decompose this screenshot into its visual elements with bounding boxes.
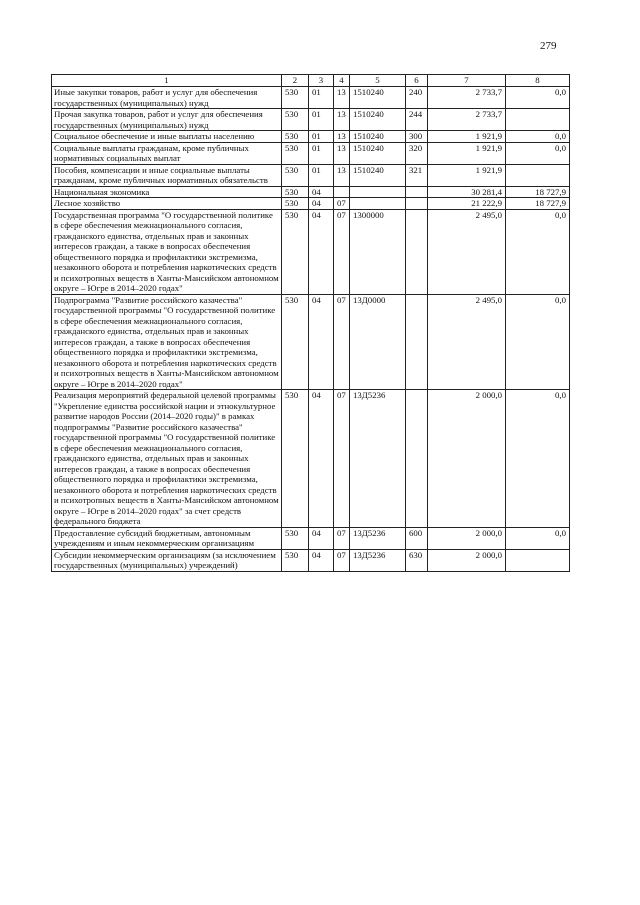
row-name: Подпрограмма "Развитие российского казачества" государственной программы "О государственной политике в сфере обеспечения межнационального согласия, гражданского единства, отдельных прав и законных интересов граждан, а также в вопросах обеспечения общественного порядка и профилактики экстремизма, незаконного оборота и потребления наркотических средств и психотропных веществ в Ханты-Мансийском автономном округе – Югре в 2014–2020 годах" (52, 294, 282, 390)
cell-amount: 2 733,7 (428, 87, 506, 109)
table-header-row (52, 75, 570, 87)
table-row (52, 390, 570, 528)
cell-ministry: 530 (282, 527, 309, 549)
cell-ministry: 530 (282, 164, 309, 186)
cell-amount: 2 495,0 (428, 294, 506, 390)
cell-ministry: 530 (282, 198, 309, 210)
column-header: 8 (506, 75, 570, 87)
cell-ministry: 530 (282, 142, 309, 164)
cell-section: 04 (309, 209, 334, 294)
cell-amount-federal: 18 727,9 (506, 198, 570, 210)
table-row (52, 198, 570, 210)
column-header: 6 (406, 75, 428, 87)
table-row (52, 109, 570, 131)
row-name: Субсидии некоммерческим организациям (за исключением государственных (муниципальных) учреждений) (52, 549, 282, 571)
row-name: Социальное обеспечение и иные выплаты населению (52, 131, 282, 143)
cell-target-article: 13Д0000 (350, 294, 406, 390)
page-number: 279 (540, 40, 557, 52)
budget-table (51, 74, 570, 572)
cell-subsection: 13 (334, 109, 350, 131)
cell-target-article (350, 186, 406, 198)
cell-expense-type: 320 (406, 142, 428, 164)
table-row (52, 142, 570, 164)
cell-expense-type: 630 (406, 549, 428, 571)
cell-amount: 2 495,0 (428, 209, 506, 294)
cell-expense-type: 240 (406, 87, 428, 109)
cell-section: 01 (309, 142, 334, 164)
cell-amount-federal: 0,0 (506, 142, 570, 164)
column-header: 7 (428, 75, 506, 87)
cell-ministry: 530 (282, 209, 309, 294)
cell-expense-type: 244 (406, 109, 428, 131)
cell-target-article (350, 198, 406, 210)
row-name: Иные закупки товаров, работ и услуг для обеспечения государственных (муниципальных) нужд (52, 87, 282, 109)
cell-amount-federal (506, 109, 570, 131)
cell-section: 04 (309, 186, 334, 198)
cell-section: 04 (309, 527, 334, 549)
cell-amount: 30 281,4 (428, 186, 506, 198)
cell-target-article: 1300000 (350, 209, 406, 294)
row-name: Национальная экономика (52, 186, 282, 198)
cell-amount: 1 921,9 (428, 131, 506, 143)
cell-expense-type: 300 (406, 131, 428, 143)
cell-amount: 1 921,9 (428, 164, 506, 186)
table-row (52, 131, 570, 143)
cell-amount-federal (506, 549, 570, 571)
cell-section: 01 (309, 87, 334, 109)
cell-amount-federal: 0,0 (506, 131, 570, 143)
cell-ministry: 530 (282, 294, 309, 390)
cell-expense-type (406, 294, 428, 390)
cell-target-article: 1510240 (350, 87, 406, 109)
cell-ministry: 530 (282, 87, 309, 109)
cell-subsection: 07 (334, 294, 350, 390)
cell-section: 01 (309, 109, 334, 131)
cell-expense-type: 600 (406, 527, 428, 549)
cell-target-article: 1510240 (350, 131, 406, 143)
cell-amount: 2 000,0 (428, 390, 506, 528)
cell-section: 04 (309, 390, 334, 528)
cell-subsection: 07 (334, 198, 350, 210)
cell-amount: 21 222,9 (428, 198, 506, 210)
cell-amount: 2 000,0 (428, 549, 506, 571)
cell-section: 04 (309, 198, 334, 210)
cell-subsection: 07 (334, 527, 350, 549)
cell-target-article: 1510240 (350, 164, 406, 186)
table-row (52, 549, 570, 571)
column-header: 4 (334, 75, 350, 87)
row-name: Реализация мероприятий федеральной целевой программы "Укрепление единства российской нации и этнокультурное развитие народов России (2014–2020 годы)" в рамках подпрограммы "Развитие российского казачества" государственной программы "О государственной политике в сфере обеспечения межнационального согласия, гражданского единства, отдельных прав и законных интересов граждан, а также в вопросах обеспечения общественного порядка и профилактики экстремизма, незаконного оборота и потребления наркотических средств и психотропных веществ в Ханты-Мансийском автономном округе – Югре в 2014–2020 годах" за счет средств федерального бюджета (52, 390, 282, 528)
row-name: Социальные выплаты гражданам, кроме публичных нормативных социальных выплат (52, 142, 282, 164)
table-row (52, 294, 570, 390)
row-name: Предоставление субсидий бюджетным, автономным учреждениям и иным некоммерческим организациям (52, 527, 282, 549)
cell-subsection (334, 186, 350, 198)
cell-target-article: 1510240 (350, 109, 406, 131)
cell-ministry: 530 (282, 109, 309, 131)
cell-subsection: 07 (334, 209, 350, 294)
cell-subsection: 13 (334, 87, 350, 109)
cell-ministry: 530 (282, 549, 309, 571)
table-row (52, 87, 570, 109)
cell-ministry: 530 (282, 186, 309, 198)
cell-target-article: 13Д5236 (350, 549, 406, 571)
cell-amount-federal: 0,0 (506, 527, 570, 549)
cell-amount: 1 921,9 (428, 142, 506, 164)
cell-amount-federal: 0,0 (506, 294, 570, 390)
cell-ministry: 530 (282, 390, 309, 528)
cell-section: 04 (309, 294, 334, 390)
cell-amount: 2 733,7 (428, 109, 506, 131)
cell-expense-type (406, 186, 428, 198)
cell-amount: 2 000,0 (428, 527, 506, 549)
cell-section: 04 (309, 549, 334, 571)
table-row (52, 209, 570, 294)
cell-target-article: 13Д5236 (350, 390, 406, 528)
row-name: Государственная программа "О государственной политике в сфере обеспечения межнационального согласия, гражданского единства, отдельных прав и законных интересов граждан, а также в вопросах обеспечения общественного порядка и профилактики экстремизма, незаконного оборота и потребления наркотических средств и психотропных веществ в Ханты-Мансийском автономном округе – Югре в 2014–2020 годах" (52, 209, 282, 294)
column-header: 5 (350, 75, 406, 87)
cell-expense-type (406, 390, 428, 528)
cell-amount-federal: 0,0 (506, 209, 570, 294)
table-row (52, 164, 570, 186)
cell-amount-federal: 0,0 (506, 87, 570, 109)
cell-ministry: 530 (282, 131, 309, 143)
table-row (52, 527, 570, 549)
cell-section: 01 (309, 131, 334, 143)
cell-expense-type: 321 (406, 164, 428, 186)
row-name: Пособия, компенсации и иные социальные выплаты гражданам, кроме публичных нормативных обязательств (52, 164, 282, 186)
cell-section: 01 (309, 164, 334, 186)
cell-subsection: 13 (334, 164, 350, 186)
row-name: Прочая закупка товаров, работ и услуг для обеспечения государственных (муниципальных) нужд (52, 109, 282, 131)
cell-subsection: 13 (334, 142, 350, 164)
column-header: 1 (52, 75, 282, 87)
column-header: 2 (282, 75, 309, 87)
cell-amount-federal (506, 164, 570, 186)
cell-target-article: 13Д5236 (350, 527, 406, 549)
column-header: 3 (309, 75, 334, 87)
cell-subsection: 07 (334, 390, 350, 528)
cell-amount-federal: 0,0 (506, 390, 570, 528)
cell-subsection: 13 (334, 131, 350, 143)
cell-target-article: 1510240 (350, 142, 406, 164)
row-name: Лесное хозяйство (52, 198, 282, 210)
cell-amount-federal: 18 727,9 (506, 186, 570, 198)
cell-expense-type (406, 198, 428, 210)
table-row (52, 186, 570, 198)
cell-subsection: 07 (334, 549, 350, 571)
cell-expense-type (406, 209, 428, 294)
